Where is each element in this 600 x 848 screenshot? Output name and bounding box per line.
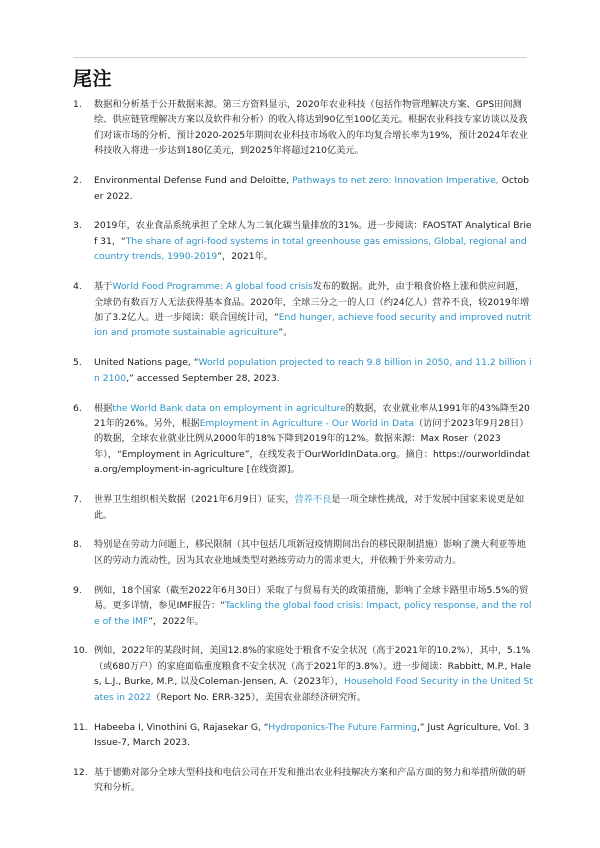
endnote-text-segment: 是一项全球性挑战，对于发展中国家来说更是如此。 [94, 494, 525, 521]
endnote-text [94, 583, 533, 629]
endnote-link[interactable]: Tackling the global food crisis: Impact, policy response, and the role of the IMF [94, 600, 532, 627]
endnote-text-segment: ”。 [278, 327, 293, 339]
endnote-text [94, 537, 533, 568]
endnote-text [94, 765, 533, 796]
endnote-text [94, 355, 533, 386]
endnote-text-segment: 基于 [94, 281, 113, 293]
endnote-link[interactable]: Household Food Security in the United States in 2022 [94, 676, 533, 703]
endnote-link[interactable]: The share of agri-food systems in total greenhouse gas emissions, Global, regional and country trends, 1990-2019 [94, 235, 527, 263]
endnote-item [73, 643, 533, 705]
endnote-text-segment: ”，2022年。 [148, 615, 204, 627]
endnote-item [73, 765, 533, 796]
endnote-text-segment: October 2022. [94, 175, 529, 202]
endnote-text [94, 279, 533, 341]
endnote-text-segment: 特别是在劳动力问题上，移民限制（其中包括几项新冠疫情期间出台的移民限制措施）影响了澳大利亚等地区的劳动力流动性，因为其农业地域类型对熟练劳动力的需求更大，并依赖于外来劳动力。 [94, 539, 526, 566]
endnote-link[interactable]: Employment in Agriculture - Our World in Data [199, 418, 414, 429]
endnote-link[interactable]: World population projected to reach 9.8 billion in 2050, and 11.2 billion in 2100 [94, 357, 532, 384]
endnote-text-segment: Habeeba I, Vinothini G, Rajasekar G, “ [94, 721, 269, 733]
endnote-number: 5. [73, 357, 82, 369]
endnote-link[interactable]: 营养不良 [294, 494, 332, 506]
endnote-number: 2. [73, 175, 82, 187]
endnote-link[interactable]: World Food Programme: A global food crisis [112, 281, 313, 293]
endnote-text-segment: 的数据，农业就业率从1991年的43%降至2021年的26%。另外，根据 [94, 402, 530, 429]
endnote-item [73, 355, 533, 386]
endnote-text-segment: 例如，18个国家（截至2022年6月30日）采取了与贸易有关的政策措施，影响了全球卡路里市场5.5%的贸易。更多详情，参见IMF报告：“ [94, 584, 529, 612]
endnote-number: 11. [73, 721, 88, 733]
endnote-number: 7. [73, 494, 82, 506]
endnote-link[interactable]: End hunger, achieve food security and improved nutrition and promote sustainable agriculture [94, 311, 532, 339]
endnote-text-segment: United Nations page, “ [94, 357, 199, 369]
endnote-item [73, 720, 533, 751]
endnote-text [94, 97, 533, 159]
endnote-text-segment: （Report No. ERR-325），美国农业部经济研究所。 [151, 691, 366, 703]
endnote-item [73, 537, 533, 568]
endnote-text [94, 492, 533, 523]
endnote-link[interactable]: the World Bank data on employment in agriculture [112, 402, 346, 414]
endnote-text-segment: 世界卫生组织相关数据（2021年6月9日）证实， [94, 494, 295, 506]
top-divider [73, 57, 527, 58]
endnote-text-segment: 基于德勤对部分全球大型科技和电信公司在开发和推出农业科技解决方案和产品方面的努力和举措所做的研究和分析。 [94, 766, 526, 794]
endnote-item [73, 279, 533, 341]
endnote-text [94, 218, 533, 264]
endnote-item [73, 492, 533, 523]
endnote-item [73, 173, 533, 204]
endnote-item [73, 401, 533, 478]
endnote-item [73, 218, 533, 264]
endnote-number: 12. [73, 766, 88, 778]
endnotes-list [73, 97, 533, 810]
endnote-text-segment: 发布的数据。此外，由于粮食价格上涨和供应问题，全球仍有数百万人无法获得基本食品。2020年，全球三分之一的人口（约24亿人）营养不良，较2019年增加了3.2亿人。进一步阅读：联合国统计司，“ [94, 281, 530, 323]
endnote-number: 4. [73, 281, 82, 293]
endnote-number: 6. [73, 402, 82, 414]
endnote-text-segment: ,” accessed September 28, 2023. [126, 372, 280, 384]
endnote-number: 8. [73, 539, 82, 551]
endnote-link[interactable]: Hydroponics-The Future Farming [268, 721, 417, 733]
endnote-text [94, 643, 533, 705]
endnote-text-segment: 2019年，农业食品系统承担了全球人为二氧化碳当量排放的31%。进一步阅读：FAOSTAT Analytical Brief 31，“ [94, 220, 532, 247]
endnote-item [73, 97, 533, 159]
endnote-text [94, 401, 533, 478]
endnote-link[interactable]: Pathways to net zero: Innovation Imperative, [292, 175, 499, 187]
endnote-text-segment: 根据 [94, 402, 113, 414]
endnote-text [94, 720, 533, 751]
endnote-text-segment: ,” Just Agriculture, Vol. 3 Issue-7, March 2023. [94, 721, 530, 748]
endnote-number: 10. [73, 645, 88, 657]
endnote-text-segment: 例如，2022年的某段时间，美国12.8%的家庭处于粮食不安全状况（高于2021年的10.2%），其中，5.1%（或680万户）的家庭面临重度粮食不安全状况（高于2021年的3.8%）。进一步阅读：Rabbitt, M.P., Hales, L.J., Burke, M.P., 以及Coleman-Jensen, A.（2023年）， [94, 645, 532, 688]
endnote-text [94, 173, 533, 204]
endnote-number: 9. [73, 584, 82, 596]
endnote-number: 3. [73, 220, 82, 232]
endnote-text-segment: 数据和分析基于公开数据来源。第三方资料显示，2020年农业科技（包括作物管理解决方案、GPS田间测绘、供应链管理解决方案以及软件和分析）的收入将达到90亿至100亿美元。根据农业科技专家访谈以及我们对该市场的分析，预计2020-2025年期间农业科技市场收入的年均复合增长率为19%，预计2024年农业科技收入将进一步达到180亿美元，到2025年将超过210亿美元。 [94, 99, 528, 157]
endnote-text-segment: ”，2021年。 [217, 251, 273, 263]
endnote-item [73, 583, 533, 629]
endnote-text-segment: （访问于2023年9月28日）的数据，全球农业就业比例从2000年的18%下降到2019年的12%。数据来源：Max Roser（2023年），“Employment in Agriculture”，在线发表于OurWorldInData.org。摘自：https://ourworldindata.org/employment-in-agriculture [在线资源]。 [94, 418, 530, 476]
page-title: 尾注 [73, 68, 113, 90]
endnote-number: 1. [73, 99, 82, 110]
endnote-text-segment: Environmental Defense Fund and Deloitte, [94, 175, 293, 187]
